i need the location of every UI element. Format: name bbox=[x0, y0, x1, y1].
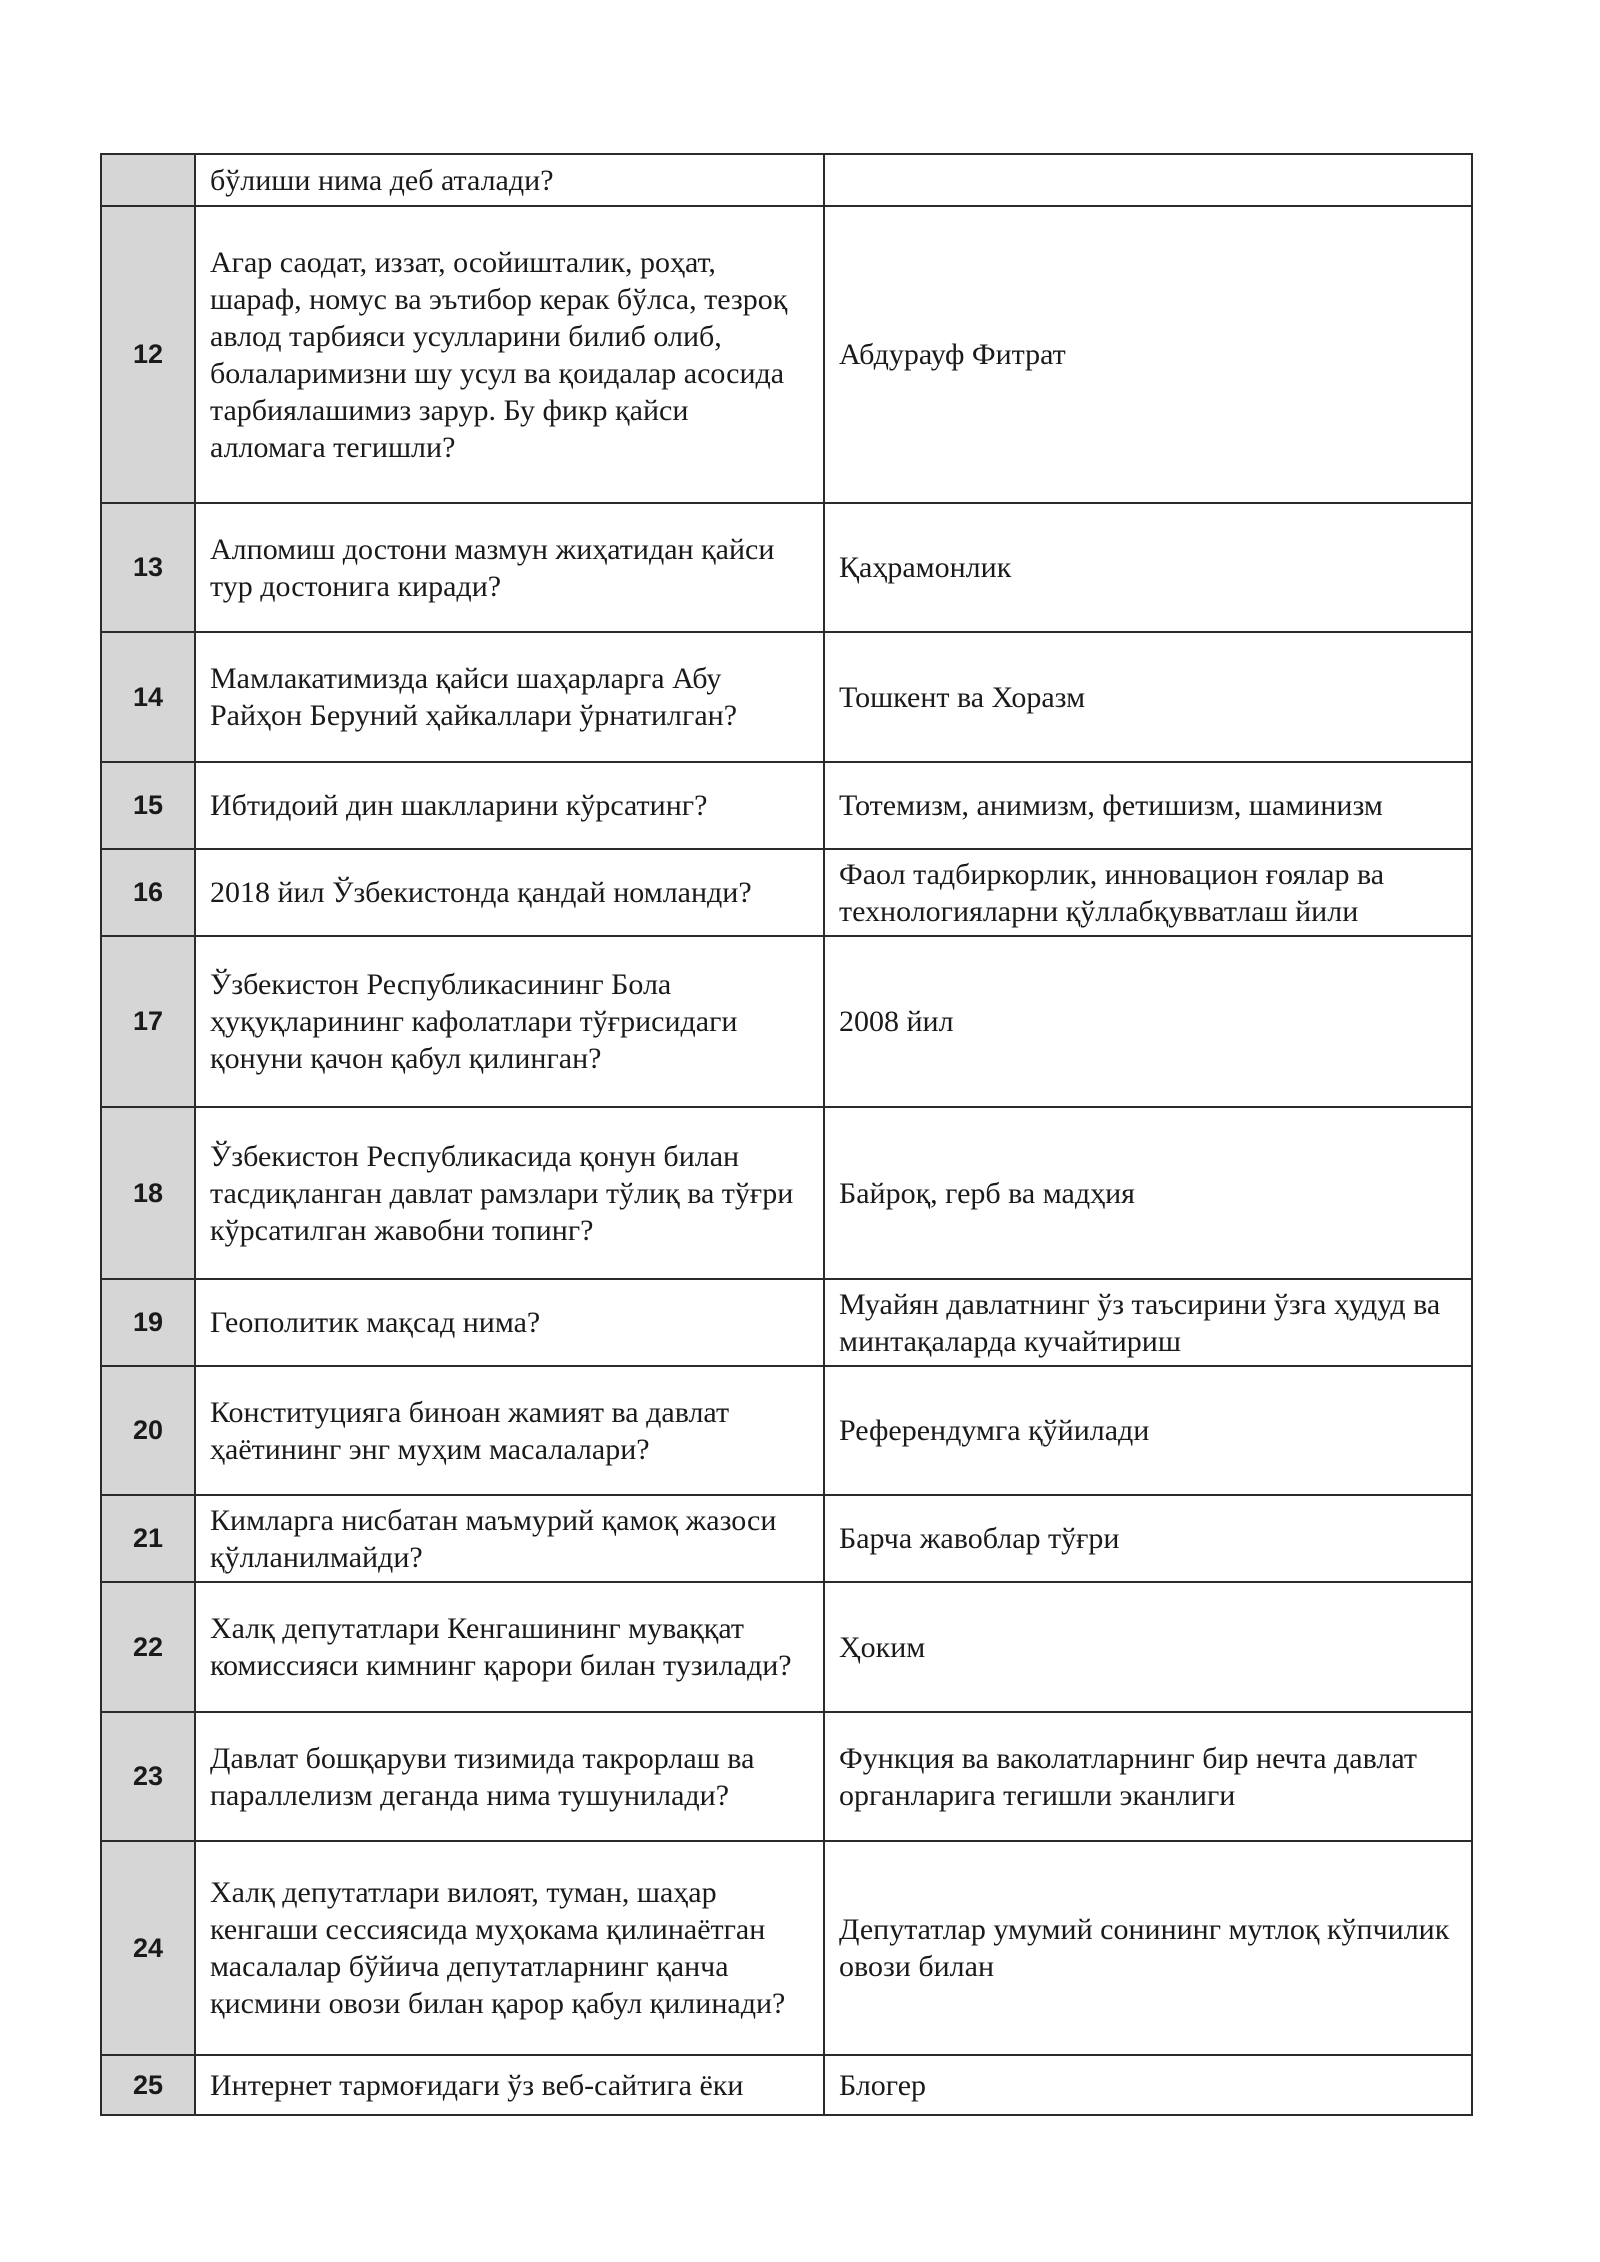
table-row bbox=[101, 206, 1472, 503]
answer-cell: Блогер bbox=[824, 2055, 1472, 2115]
row-number: 14 bbox=[101, 632, 195, 762]
table-row bbox=[101, 762, 1472, 849]
table-row bbox=[101, 632, 1472, 762]
table-row bbox=[101, 1712, 1472, 1841]
table-row bbox=[101, 2055, 1472, 2115]
answer-cell bbox=[824, 154, 1472, 206]
table-row bbox=[101, 849, 1472, 936]
question-cell: Интернет тармоғидаги ўз веб-сайтига ёки bbox=[195, 2055, 824, 2115]
question-cell: Алпомиш достони мазмун жиҳатидан қайси тур достонига киради? bbox=[195, 503, 824, 632]
table-row bbox=[101, 936, 1472, 1107]
answer-cell: Абдурауф Фитрат bbox=[824, 206, 1472, 503]
question-cell: Халқ депутатлари Кенгашининг муваққат комиссияси кимнинг қарори билан тузилади? bbox=[195, 1582, 824, 1712]
row-number: 16 bbox=[101, 849, 195, 936]
answer-cell: Депутатлар умумий сонининг мутлоқ кўпчилик овози билан bbox=[824, 1841, 1472, 2055]
table-row bbox=[101, 1279, 1472, 1366]
row-number: 24 bbox=[101, 1841, 195, 2055]
question-cell: Агар саодат, иззат, осойишталик, роҳат, шараф, номус ва эътибор керак бўлса, тезроқ авлод тарбияси усулларини билиб олиб, болаларимизни шу усул ва қоидалар асосида тарбиялашимиз зарур. Бу фикр қайси алломага тегишли? bbox=[195, 206, 824, 503]
answer-cell: Тотемизм, анимизм, фетишизм, шаминизм bbox=[824, 762, 1472, 849]
answer-cell: Қаҳрамонлик bbox=[824, 503, 1472, 632]
question-cell: 2018 йил Ўзбекистонда қандай номланди? bbox=[195, 849, 824, 936]
question-cell: Кимларга нисбатан маъмурий қамоқ жазоси қўлланилмайди? bbox=[195, 1495, 824, 1582]
question-cell: Халқ депутатлари вилоят, туман, шаҳар кенгаши сессиясида муҳокама қилинаётган масалалар бўйича депутатларнинг қанча қисмини овози билан қарор қабул қилинади? bbox=[195, 1841, 824, 2055]
row-number: 23 bbox=[101, 1712, 195, 1841]
row-number: 13 bbox=[101, 503, 195, 632]
answer-cell: Ҳоким bbox=[824, 1582, 1472, 1712]
answer-cell: Барча жавоблар тўғри bbox=[824, 1495, 1472, 1582]
table-row bbox=[101, 1841, 1472, 2055]
question-cell: Ўзбекистон Республикасида қонун билан тасдиқланган давлат рамзлари тўлиқ ва тўғри кўрсатилган жавобни топинг? bbox=[195, 1107, 824, 1279]
qa-table bbox=[100, 153, 1473, 2116]
row-number: 18 bbox=[101, 1107, 195, 1279]
question-cell: Ибтидоий дин шаклларини кўрсатинг? bbox=[195, 762, 824, 849]
question-cell: Конституцияга биноан жамият ва давлат ҳаётининг энг муҳим масалалари? bbox=[195, 1366, 824, 1495]
answer-cell: 2008 йил bbox=[824, 936, 1472, 1107]
row-number: 21 bbox=[101, 1495, 195, 1582]
row-number: 15 bbox=[101, 762, 195, 849]
question-cell: Ўзбекистон Республикасининг Бола ҳуқуқларининг кафолатлари тўғрисидаги қонуни қачон қабул қилинган? bbox=[195, 936, 824, 1107]
row-number: 19 bbox=[101, 1279, 195, 1366]
question-cell: Геополитик мақсад нима? bbox=[195, 1279, 824, 1366]
table-row bbox=[101, 1107, 1472, 1279]
table-row bbox=[101, 1582, 1472, 1712]
table-row bbox=[101, 503, 1472, 632]
question-cell: Давлат бошқаруви тизимида такрорлаш ва параллелизм деганда нима тушунилади? bbox=[195, 1712, 824, 1841]
row-number: 12 bbox=[101, 206, 195, 503]
answer-cell: Муайян давлатнинг ўз таъсирини ўзга ҳудуд ва минтақаларда кучайтириш bbox=[824, 1279, 1472, 1366]
table-row bbox=[101, 1366, 1472, 1495]
answer-cell: Функция ва ваколатларнинг бир нечта давлат органларига тегишли эканлиги bbox=[824, 1712, 1472, 1841]
answer-cell: Тошкент ва Хоразм bbox=[824, 632, 1472, 762]
answer-cell: Референдумга қўйилади bbox=[824, 1366, 1472, 1495]
row-number: 20 bbox=[101, 1366, 195, 1495]
row-number: 25 bbox=[101, 2055, 195, 2115]
question-cell: бўлиши нима деб аталади? bbox=[195, 154, 824, 206]
question-cell: Мамлакатимизда қайси шаҳарларга Абу Райҳон Беруний ҳайкаллари ўрнатилган? bbox=[195, 632, 824, 762]
answer-cell: Байроқ, герб ва мадҳия bbox=[824, 1107, 1472, 1279]
table-row bbox=[101, 154, 1472, 206]
row-number: 17 bbox=[101, 936, 195, 1107]
row-number bbox=[101, 154, 195, 206]
table-row bbox=[101, 1495, 1472, 1582]
row-number: 22 bbox=[101, 1582, 195, 1712]
answer-cell: Фаол тадбиркорлик, инновацион ғоялар ва технологияларни қўллабқувватлаш йили bbox=[824, 849, 1472, 936]
